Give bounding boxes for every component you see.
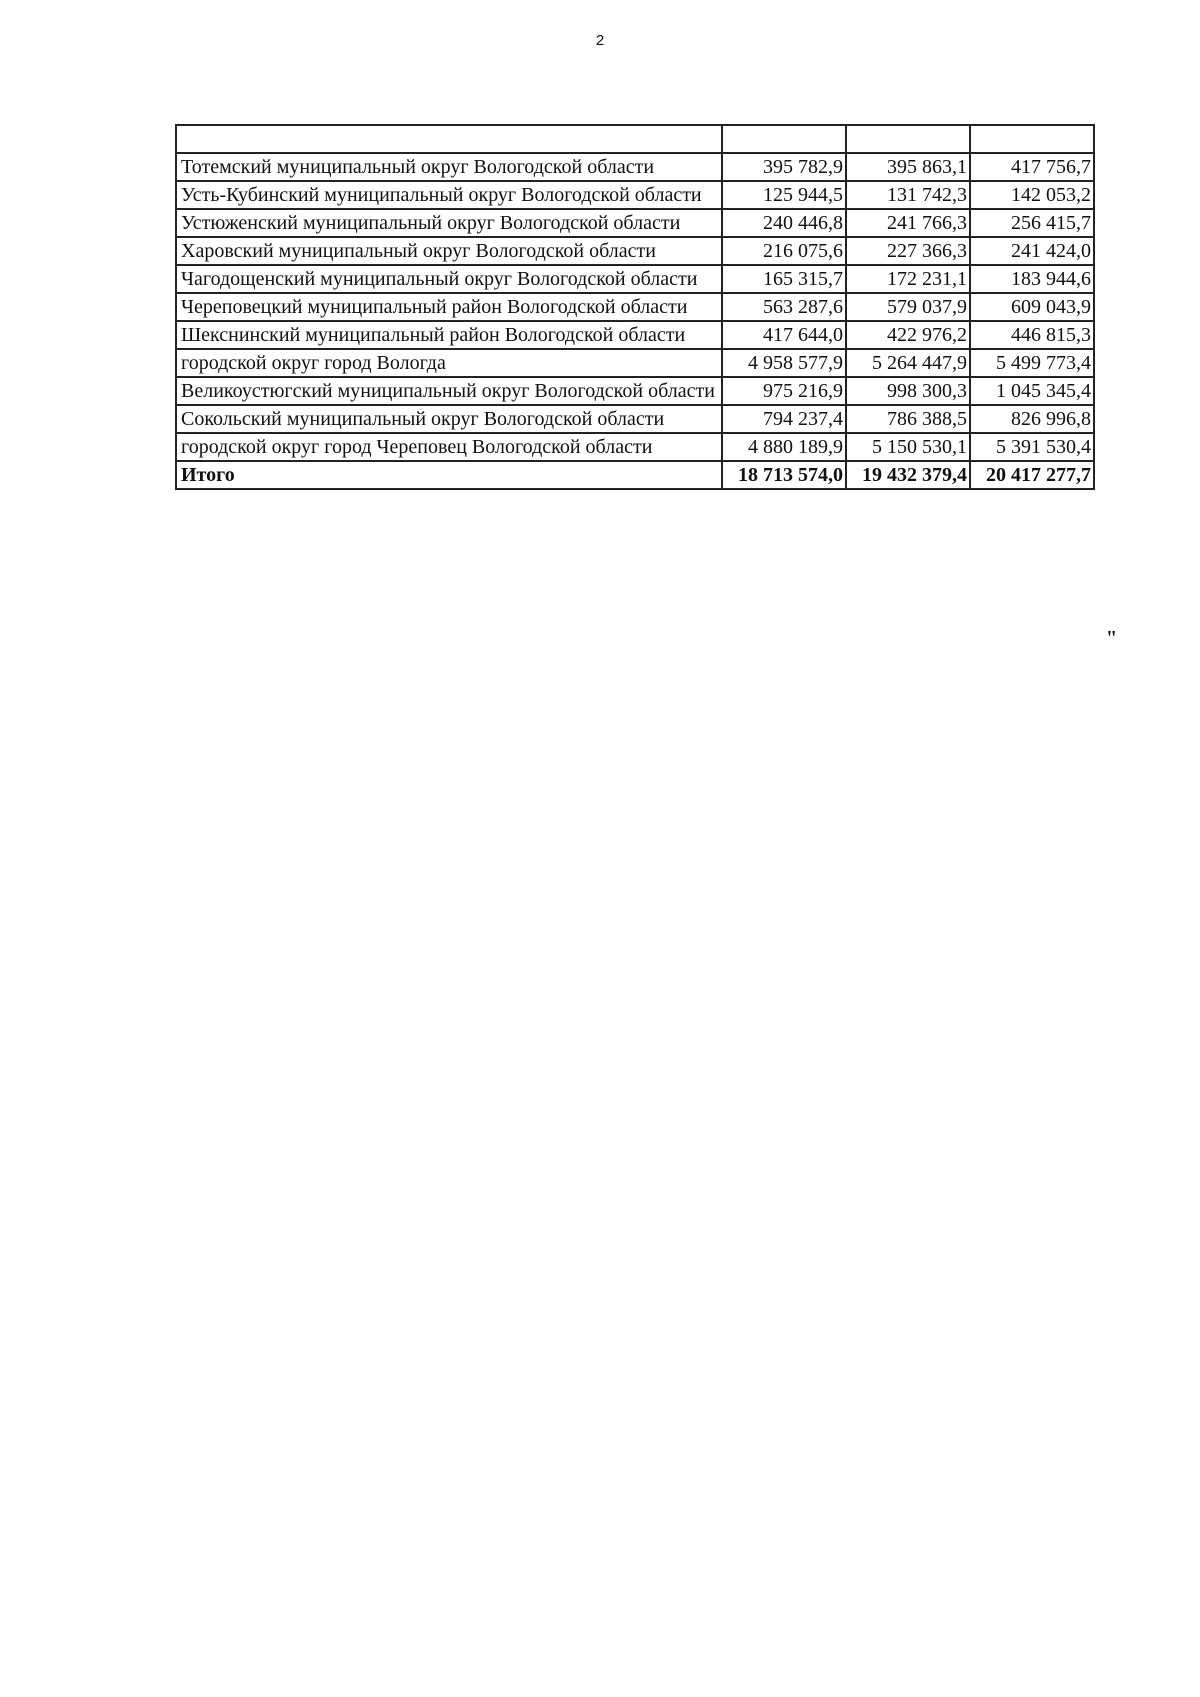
value-year-2: 5 150 530,1 bbox=[846, 433, 970, 461]
table-row bbox=[176, 153, 1094, 181]
municipality-name: Харовский муниципальный округ Вологодской области bbox=[176, 237, 722, 265]
total-year-2: 19 432 379,4 bbox=[846, 461, 970, 489]
value-year-2: 786 388,5 bbox=[846, 405, 970, 433]
table-row bbox=[176, 209, 1094, 237]
value-year-1: 125 944,5 bbox=[722, 181, 846, 209]
table-header-spacer-row bbox=[176, 125, 1094, 153]
value-year-2: 172 231,1 bbox=[846, 265, 970, 293]
value-year-1: 216 075,6 bbox=[722, 237, 846, 265]
municipality-name: Тотемский муниципальный округ Вологодской области bbox=[176, 153, 722, 181]
value-year-1: 240 446,8 bbox=[722, 209, 846, 237]
municipality-name: Череповецкий муниципальный район Вологодской области bbox=[176, 293, 722, 321]
value-year-3: 142 053,2 bbox=[970, 181, 1094, 209]
total-year-1: 18 713 574,0 bbox=[722, 461, 846, 489]
value-year-1: 563 287,6 bbox=[722, 293, 846, 321]
total-label: Итого bbox=[176, 461, 722, 489]
page-number: 2 bbox=[595, 32, 605, 49]
value-year-2: 395 863,1 bbox=[846, 153, 970, 181]
value-year-3: 241 424,0 bbox=[970, 237, 1094, 265]
total-year-3: 20 417 277,7 bbox=[970, 461, 1094, 489]
value-year-2: 5 264 447,9 bbox=[846, 349, 970, 377]
value-year-1: 975 216,9 bbox=[722, 377, 846, 405]
value-year-1: 4 880 189,9 bbox=[722, 433, 846, 461]
table-row bbox=[176, 321, 1094, 349]
table-row bbox=[176, 377, 1094, 405]
municipality-name: Великоустюгский муниципальный округ Вологодской области bbox=[176, 377, 722, 405]
municipality-name: Устюженский муниципальный округ Вологодской области bbox=[176, 209, 722, 237]
empty-cell bbox=[970, 125, 1094, 153]
table-row bbox=[176, 293, 1094, 321]
municipality-name: городской округ город Вологда bbox=[176, 349, 722, 377]
value-year-3: 446 815,3 bbox=[970, 321, 1094, 349]
municipality-name: Чагодощенский муниципальный округ Вологодской области bbox=[176, 265, 722, 293]
value-year-2: 998 300,3 bbox=[846, 377, 970, 405]
table-row bbox=[176, 433, 1094, 461]
closing-quote-mark: " bbox=[1106, 627, 1118, 649]
value-year-3: 826 996,8 bbox=[970, 405, 1094, 433]
value-year-2: 241 766,3 bbox=[846, 209, 970, 237]
value-year-3: 5 499 773,4 bbox=[970, 349, 1094, 377]
table-row bbox=[176, 405, 1094, 433]
value-year-3: 1 045 345,4 bbox=[970, 377, 1094, 405]
value-year-2: 422 976,2 bbox=[846, 321, 970, 349]
table-row bbox=[176, 181, 1094, 209]
table-row bbox=[176, 349, 1094, 377]
budget-table bbox=[175, 124, 1095, 490]
municipality-name: городской округ город Череповец Вологодской области bbox=[176, 433, 722, 461]
value-year-1: 794 237,4 bbox=[722, 405, 846, 433]
table-row bbox=[176, 265, 1094, 293]
value-year-3: 609 043,9 bbox=[970, 293, 1094, 321]
empty-cell bbox=[722, 125, 846, 153]
value-year-3: 5 391 530,4 bbox=[970, 433, 1094, 461]
municipality-name: Сокольский муниципальный округ Вологодской области bbox=[176, 405, 722, 433]
municipality-name: Усть-Кубинский муниципальный округ Вологодской области bbox=[176, 181, 722, 209]
value-year-2: 227 366,3 bbox=[846, 237, 970, 265]
value-year-1: 395 782,9 bbox=[722, 153, 846, 181]
value-year-2: 131 742,3 bbox=[846, 181, 970, 209]
value-year-1: 165 315,7 bbox=[722, 265, 846, 293]
total-row bbox=[176, 461, 1094, 489]
empty-cell bbox=[176, 125, 722, 153]
value-year-1: 4 958 577,9 bbox=[722, 349, 846, 377]
empty-cell bbox=[846, 125, 970, 153]
value-year-3: 256 415,7 bbox=[970, 209, 1094, 237]
value-year-1: 417 644,0 bbox=[722, 321, 846, 349]
table-row bbox=[176, 237, 1094, 265]
municipality-name: Шекснинский муниципальный район Вологодской области bbox=[176, 321, 722, 349]
value-year-3: 183 944,6 bbox=[970, 265, 1094, 293]
value-year-3: 417 756,7 bbox=[970, 153, 1094, 181]
value-year-2: 579 037,9 bbox=[846, 293, 970, 321]
